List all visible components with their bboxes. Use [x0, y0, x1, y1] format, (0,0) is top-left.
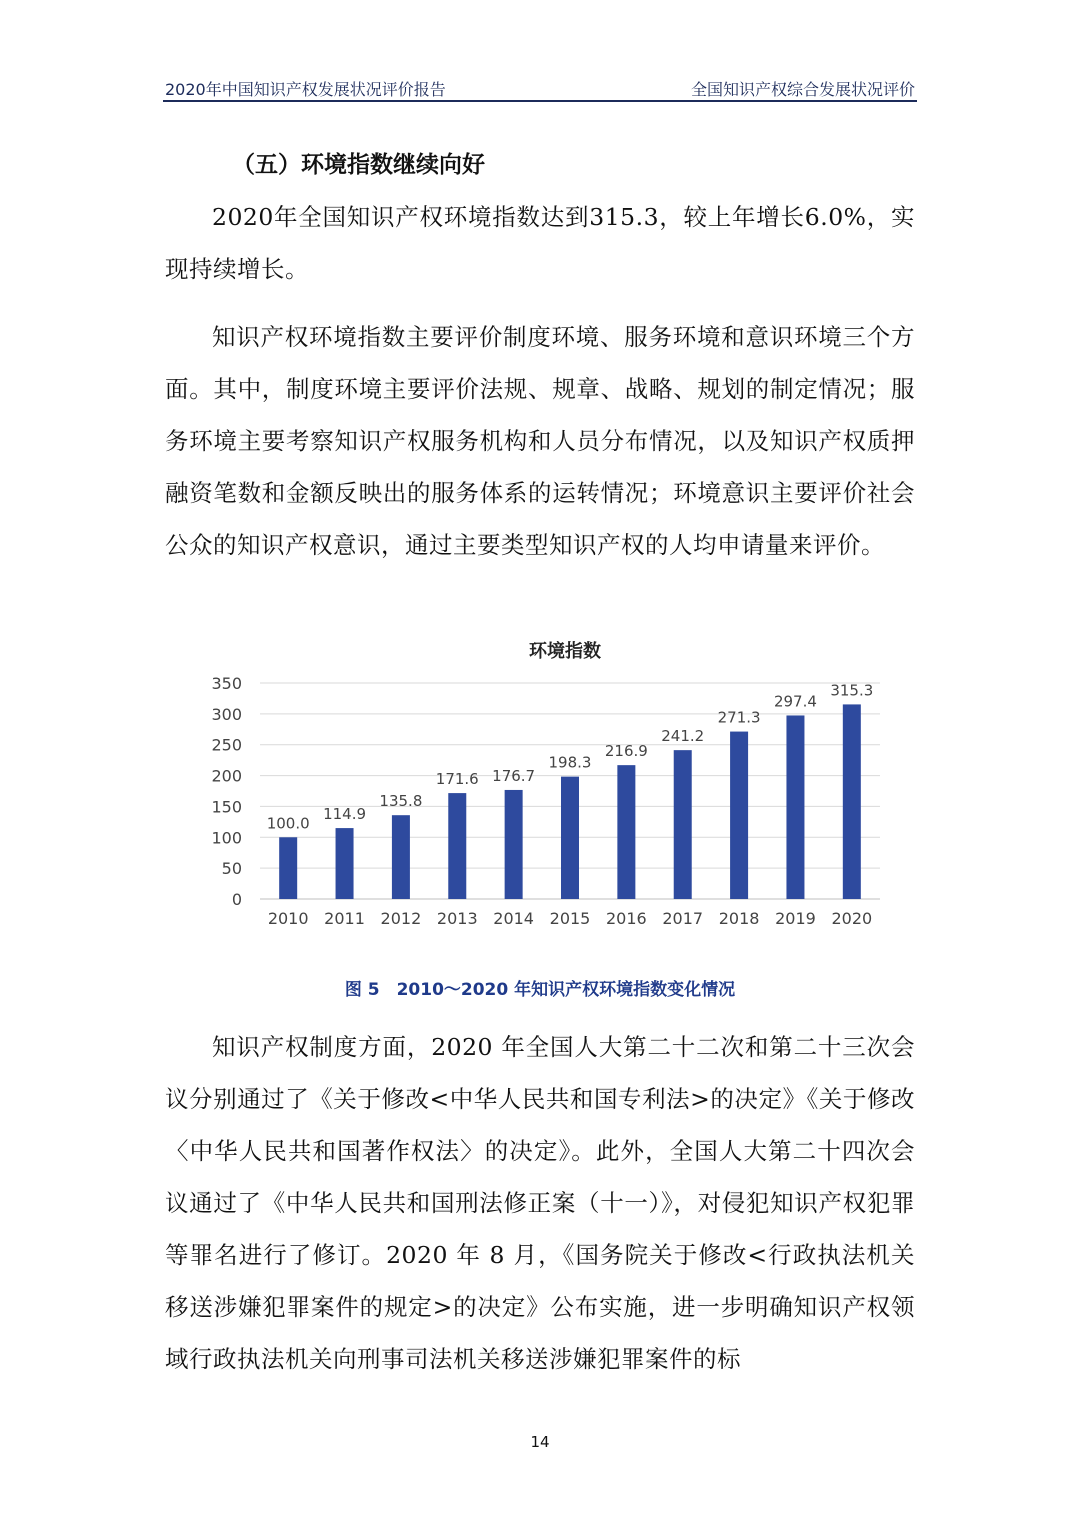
environment-index-chart: [200, 632, 890, 942]
data-label-2020: 315.3: [830, 681, 874, 700]
data-label-2016: 216.9: [604, 742, 648, 761]
page-number: 14: [530, 1433, 550, 1451]
bar-2010: [279, 837, 297, 899]
paragraph-institutional: 知识产权制度方面，2020 年全国人大第二十二次和第二十三次会议分别通过了《关于修改<中华人民共和国专利法>的决定》《关于修改〈中华人民共和国著作权法〉的决定》。此外，全国人大第二十四次会议通过了《中华人民共和国刑法修正案（十一）》，对侵犯知识产权犯罪等罪名进行了修订。2020 年 8 月，《国务院关于修改<行政执法机关移送涉嫌犯罪案件的规定>的决定》公布实施，进一步明确知识产权领域行政执法机关向刑事司法机关移送涉嫌犯罪案件的标: [165, 1033, 915, 1373]
header-report-title: 2020年中国知识产权发展状况评价报告: [165, 80, 446, 99]
bar-2012: [392, 815, 410, 899]
data-label-2019: 297.4: [773, 692, 817, 711]
data-label-2013: 171.6: [435, 770, 479, 789]
y-tick-label: 200: [211, 766, 242, 786]
y-tick-label: 150: [211, 797, 242, 817]
bar-2013: [448, 793, 466, 899]
x-tick-label-2013: 2013: [436, 909, 478, 928]
data-label-2014: 176.7: [492, 766, 536, 785]
header-divider: [163, 100, 917, 102]
y-tick-label: 300: [211, 704, 242, 724]
data-label-2017: 241.2: [661, 727, 705, 746]
x-tick-label-2010: 2010: [267, 909, 309, 928]
chart-svg: [200, 632, 890, 942]
data-label-2015: 198.3: [548, 753, 592, 772]
x-tick-label-2015: 2015: [549, 909, 591, 928]
paragraph-definition: 知识产权环境指数主要评价制度环境、服务环境和意识环境三个方面。其中，制度环境主要评价法规、规章、战略、规划的制定情况；服务环境主要考察知识产权服务机构和人员分布情况，以及知识产权质押融资笔数和金额反映出的服务体系的运转情况；环境意识主要评价社会公众的知识产权意识，通过主要类型知识产权的人均申请量来评价。: [165, 323, 915, 559]
x-tick-label-2018: 2018: [718, 909, 760, 928]
x-tick-label-2017: 2017: [662, 909, 704, 928]
data-label-2011: 114.9: [323, 805, 367, 824]
bar-2017: [674, 750, 692, 899]
x-tick-label-2011: 2011: [324, 909, 365, 928]
y-tick-label: 350: [211, 674, 242, 693]
bar-2019: [786, 715, 804, 899]
header-section-title: 全国知识产权综合发展状况评价: [690, 80, 915, 99]
data-label-2010: 100.0: [266, 814, 310, 833]
x-tick-label-2019: 2019: [775, 909, 816, 928]
x-tick-label-2012: 2012: [380, 909, 422, 928]
y-tick-label: 100: [211, 828, 242, 848]
x-tick-label-2014: 2014: [493, 909, 534, 928]
paragraph-summary: 2020年全国知识产权环境指数达到315.3，较上年增长6.0%，实现持续增长。: [165, 203, 915, 283]
y-tick-label: 0: [231, 890, 242, 909]
chart-bars: [279, 704, 861, 899]
data-label-2012: 135.8: [379, 792, 423, 811]
bar-2016: [617, 765, 635, 899]
y-tick-label: 250: [211, 735, 242, 755]
chart-title: 环境指数: [529, 641, 601, 662]
bar-2015: [561, 777, 579, 899]
section-heading: （五）环境指数继续向好: [232, 152, 485, 178]
x-tick-label-2016: 2016: [606, 909, 647, 928]
bar-2018: [730, 732, 748, 899]
chart-x-axis: [268, 909, 872, 928]
bar-2014: [505, 790, 523, 899]
figure-caption: 图 5 2010～2020 年知识产权环境指数变化情况: [344, 980, 736, 1000]
x-tick-label-2020: 2020: [831, 909, 873, 928]
bar-2020: [843, 704, 861, 899]
data-label-2018: 271.3: [717, 708, 761, 727]
y-tick-label: 50: [221, 859, 242, 879]
bar-2011: [336, 828, 354, 899]
chart-y-axis: [211, 674, 242, 909]
